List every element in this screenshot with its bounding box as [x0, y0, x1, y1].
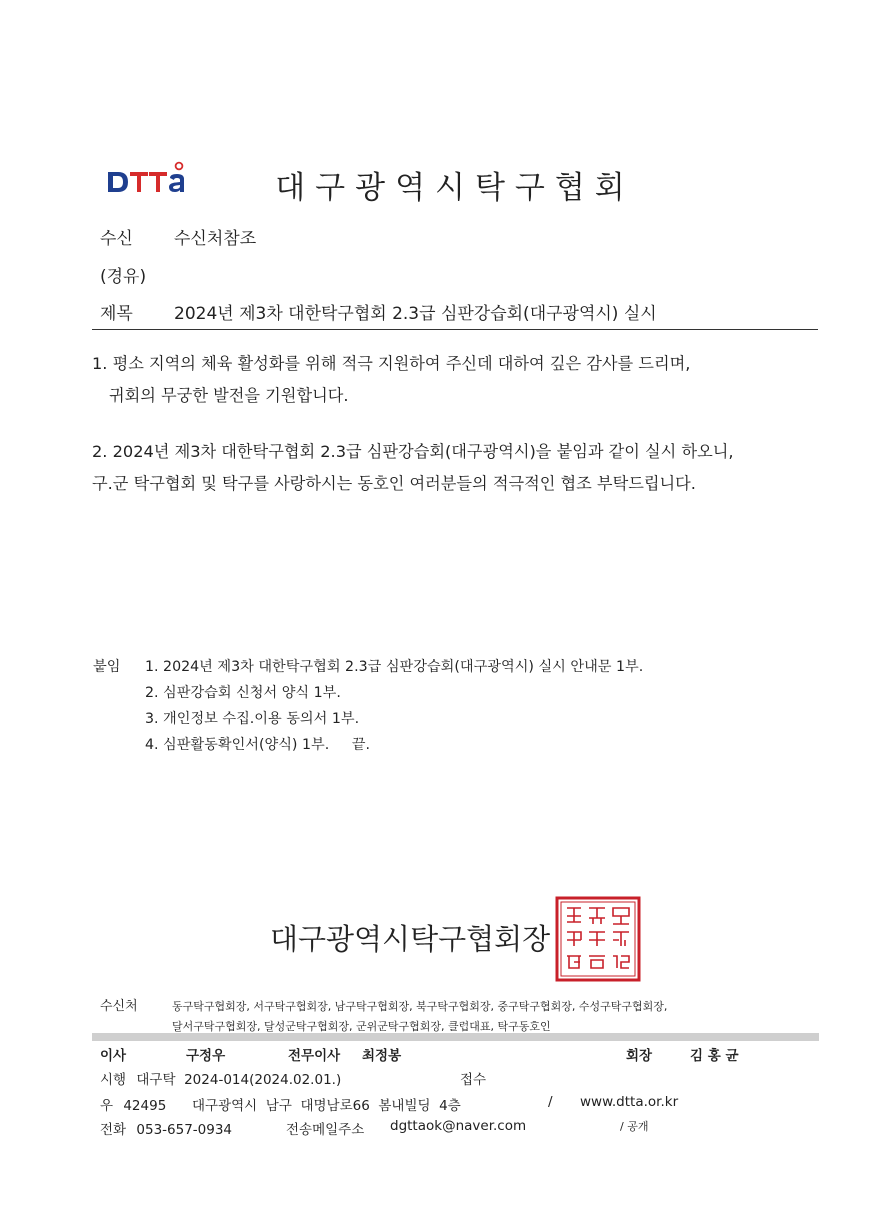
p2-line1: 2. 2024년 제3차 대한탁구협회 2.3급 심판강습회(대구광역시)을 붙임과 같이 실시 하오니, [92, 442, 734, 461]
org-title: 대구광역시탁구협회 [275, 170, 635, 206]
seal-icon [555, 896, 641, 982]
attachment-item: 4. 심판활동확인서(양식) 1부. 끝. [145, 737, 370, 753]
official-seal [555, 896, 641, 982]
recipient-row [100, 224, 256, 249]
p2-line2: 구.군 탁구협회 및 탁구를 사랑하시는 동호인 여러분들의 적극적인 협조 부탁드립니다. [92, 474, 696, 493]
phone-label: 전화 [100, 1122, 127, 1138]
attachment-label: 붙임 [93, 659, 121, 675]
disclosure-status: / 공개 [620, 1120, 649, 1133]
recipients-line1: 동구탁구협회장, 서구탁구협회장, 남구탁구협회장, 북구탁구협회장, 중구탁구협회장, 수성구탁구협회장, [172, 1000, 668, 1013]
contact-row [100, 1118, 649, 1138]
recipient-label: 수신 [100, 229, 133, 249]
address: 대구광역시 남구 대명남로66 봄내빌딩 4층 [192, 1098, 461, 1114]
recipients-label: 수신처 [100, 999, 138, 1014]
subject-value: 2024년 제3차 대한탁구협회 2.3급 심판강습회(대구광역시) 실시 [174, 304, 657, 324]
postal-label: 우 [100, 1098, 114, 1114]
via-row [100, 262, 146, 287]
sender-name: 대구광역시탁구협회장 [270, 922, 551, 956]
exec-name: 최정봉 [362, 1048, 402, 1064]
attachment-item: 3. 개인정보 수집.이용 동의서 1부. [145, 711, 360, 727]
footer-band [92, 1033, 819, 1041]
subject-row [100, 299, 657, 324]
recipient-value: 수신처참조 [174, 229, 257, 249]
attachment-item: 2. 심판강습회 신청서 양식 1부. [145, 685, 341, 701]
director-label: 이사 [100, 1048, 127, 1064]
recipients-line2: 달서구탁구협회장, 달성군탁구협회장, 군위군탁구협회장, 클럽대표, 탁구동호인 [172, 1020, 551, 1033]
president-label: 회장 [626, 1048, 653, 1064]
approval-row [100, 1044, 739, 1064]
via-label: (경유) [100, 267, 147, 287]
issue-label: 시행 [100, 1072, 127, 1088]
receipt-label: 접수 [460, 1072, 487, 1088]
p1-line1: 1. 평소 지역의 체육 활성화를 위해 적극 지원하여 주신데 대하여 깊은 감사를 드리며, [92, 354, 691, 373]
header-divider [92, 329, 818, 330]
issue-row [100, 1068, 487, 1088]
director-name: 구정우 [186, 1048, 226, 1064]
issue-value: 대구탁 2024-014(2024.02.01.) [136, 1072, 342, 1088]
recipients-block [100, 997, 667, 1037]
subject-label: 제목 [100, 304, 133, 324]
website-link[interactable]: www.dtta.or.kr [580, 1094, 679, 1110]
email-link[interactable]: dgttaok@naver.com [390, 1118, 527, 1134]
email-label: 전송메일주소 [286, 1122, 365, 1138]
phone-number: 053-657-0934 [136, 1122, 233, 1138]
body-paragraph-1 [92, 348, 819, 412]
address-row [100, 1094, 679, 1114]
body-paragraph-2 [92, 436, 819, 500]
postal-code: 42495 [123, 1098, 167, 1114]
attachment-item: 1. 2024년 제3차 대한탁구협회 2.3급 심판강습회(대구광역시) 실시 안내문 1부. [145, 659, 644, 675]
exec-label: 전무이사 [288, 1048, 341, 1064]
p1-line2: 귀회의 무궁한 발전을 기원합니다. [109, 386, 349, 405]
president-name: 김 홍 균 [690, 1048, 739, 1064]
address-separator: / [548, 1094, 553, 1110]
